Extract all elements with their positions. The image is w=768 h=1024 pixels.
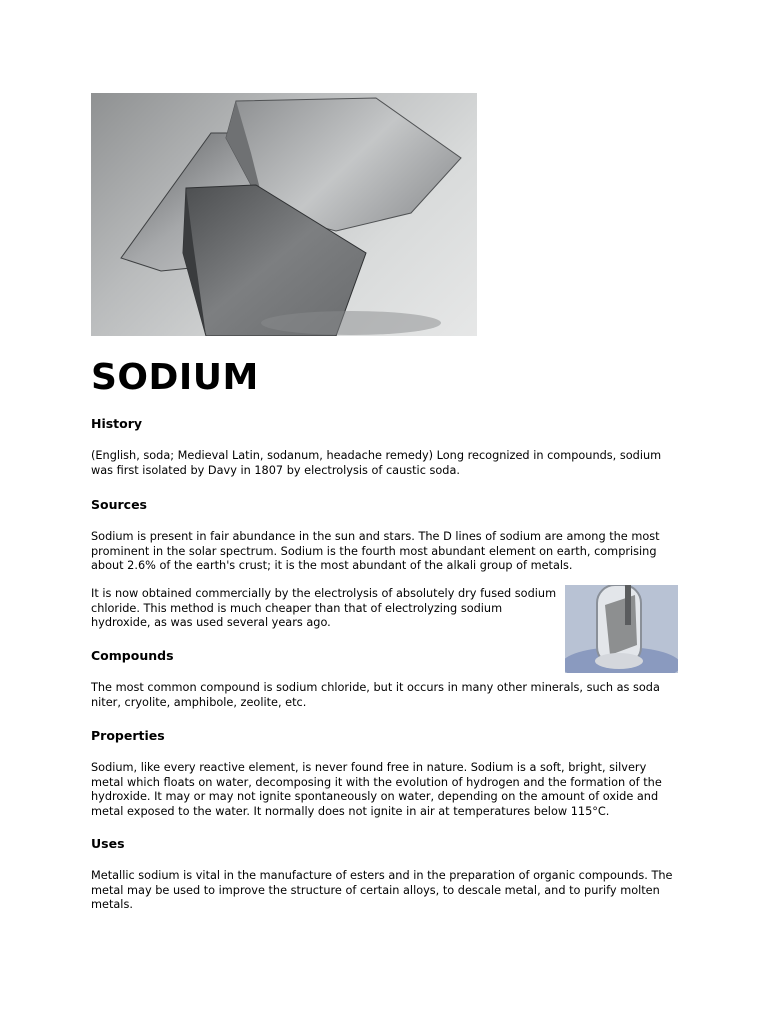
sources-text-2: It is now obtained commercially by the electrolysis of absolutely dry fused sodium chloride. This method is much cheaper than that of electrolyzing sodium hydroxide, as was used several years ago. xyxy=(91,587,557,630)
properties-heading: Properties xyxy=(91,728,165,743)
sodium-test-tube-photo xyxy=(565,585,678,673)
compounds-text: The most common compound is sodium chloride, but it occurs in many other minerals, such as soda niter, cryolite, amphibole, zeolite, etc. xyxy=(91,681,660,709)
history-text: (English, soda; Medieval Latin, sodanum, headache remedy) Long recognized in compounds, sodium was first isolated by Davy in 1807 by electrolysis of caustic soda. xyxy=(91,449,662,477)
page-title: SODIUM xyxy=(91,357,259,398)
uses-heading: Uses xyxy=(91,836,125,851)
sodium-metal-photo xyxy=(91,93,477,336)
history-heading: History xyxy=(91,416,143,431)
sources-heading: Sources xyxy=(91,497,147,512)
uses-text: Metallic sodium is vital in the manufacture of esters and in the preparation of organic compounds. The metal may be used to improve the structure of certain alloys, to descale metal, and to purify molten metals. xyxy=(91,869,673,912)
properties-text: Sodium, like every reactive element, is never found free in nature. Sodium is a soft, bright, silvery metal which floats on water, decomposing it with the evolution of hydrogen and the formation of the hydroxide. It may or may not ignite spontaneously on water, depending on the amount of oxide and metal exposed to the water. It normally does not ignite in air at temperatures below 115°C. xyxy=(91,761,662,818)
compounds-heading: Compounds xyxy=(91,648,174,663)
sources-text-1: Sodium is present in fair abundance in the sun and stars. The D lines of sodium are among the most prominent in the solar spectrum. Sodium is the fourth most abundant element on earth, comprising about 2.6% of the earth's crust; it is the most abundant of the alkali group of metals. xyxy=(91,530,660,573)
